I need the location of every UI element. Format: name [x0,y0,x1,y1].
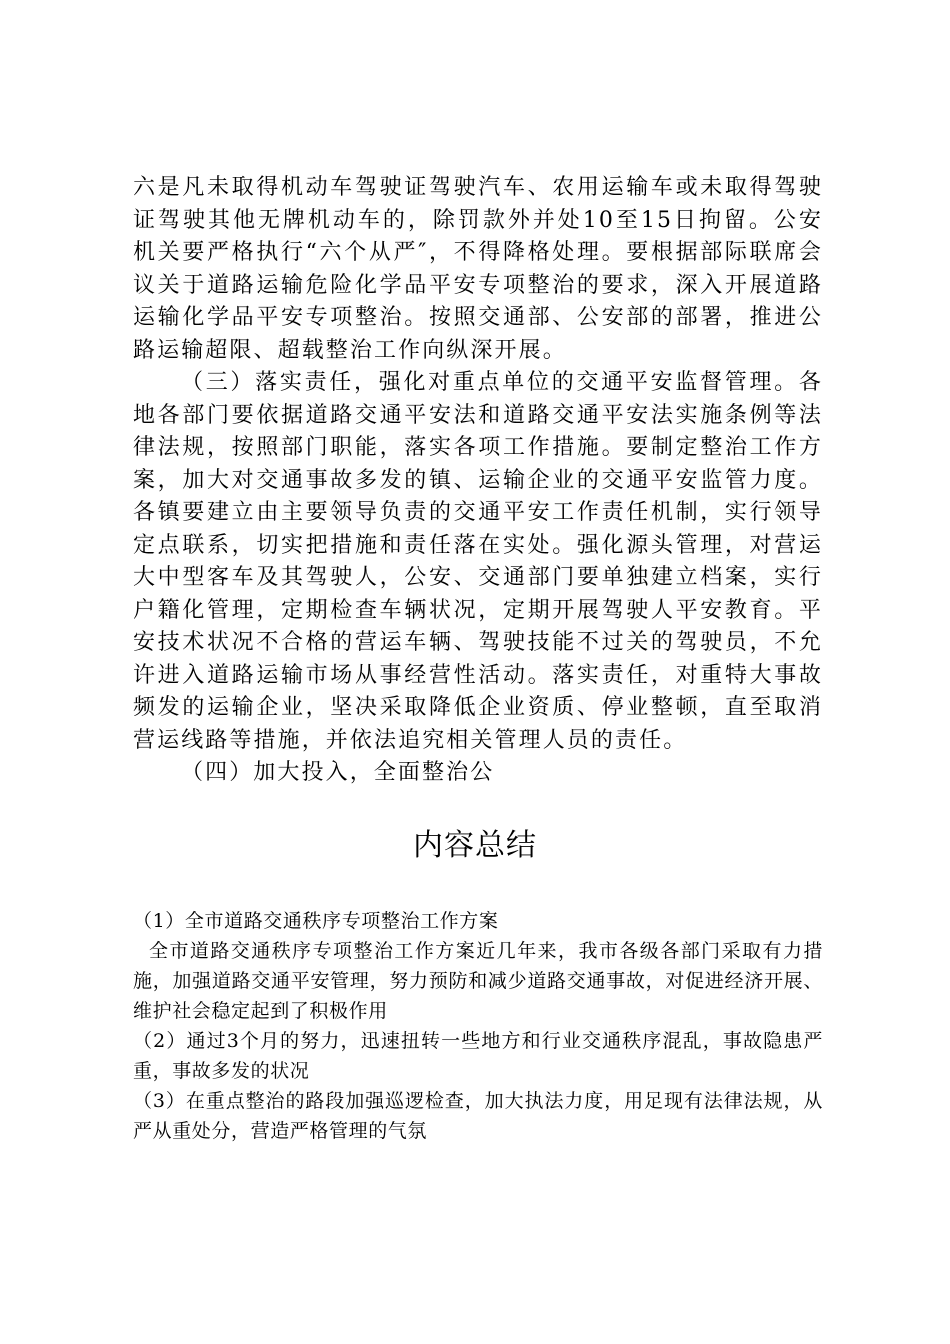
summary-section [133,906,823,1146]
paragraph-penalties: 六是凡未取得机动车驾驶证驾驶汽车、农用运输车或未取得驾驶证驾驶其他无牌机动车的，除罚款外并处10至15日拘留。公安机关要严格执行“六个从严″，不得降格处理。要根据部际联席会议关于道路运输危险化学品平安专项整治的要求，深入开展道路运输化学品平安专项整治。按照交通部、公安部的部署，推进公路运输超限、超载整治工作向纵深开展。 [133,175,823,363]
body-text [133,172,823,790]
summary-item: 全市道路交通秩序专项整治工作方案近几年来，我市各级各部门采取有力措施，加强道路交通平安管理，努力预防和减少道路交通事故，对促进经济开展、维护社会稳定起到了积极作用 [133,940,823,1022]
paragraph-section-four: （四）加大投入，全面整治公 [181,760,495,785]
summary-item: （3）在重点整治的路段加强巡逻检查，加大执法力度，用足现有法律法规，从严从重处分，营造严格管理的气氛 [133,1090,823,1142]
summary-item: （1）全市道路交通秩序专项整治工作方案 [133,910,499,932]
paragraph-section-three: （三）落实责任，强化对重点单位的交通平安监督管理。各地各部门要依据道路交通平安法和道路交通平安法实施条例等法律法规，按照部门职能，落实各项工作措施。要制定整治工作方案，加大对交通事故多发的镇、运输企业的交通平安监管力度。各镇要建立由主要领导负责的交通平安工作责任机制，实行领导定点联系，切实把措施和责任落在实处。强化源头管理，对营运大中型客车及其驾驶人，公安、交通部门要单独建立档案，实行户籍化管理，定期检查车辆状况，定期开展驾驶人平安教育。平安技术状况不合格的营运车辆、驾驶技能不过关的驾驶员，不允许进入道路运输市场从事经营性活动。落实责任，对重特大事故频发的运输企业，坚决采取降低企业资质、停业整顿，直至取消营运线路等措施，并依法追究相关管理人员的责任。 [133,370,823,753]
summary-title: 内容总结 [413,828,537,863]
summary-item: （2）通过3个月的努力，迅速扭转一些地方和行业交通秩序混乱，事故隐患严重，事故多发的状况 [133,1030,823,1082]
